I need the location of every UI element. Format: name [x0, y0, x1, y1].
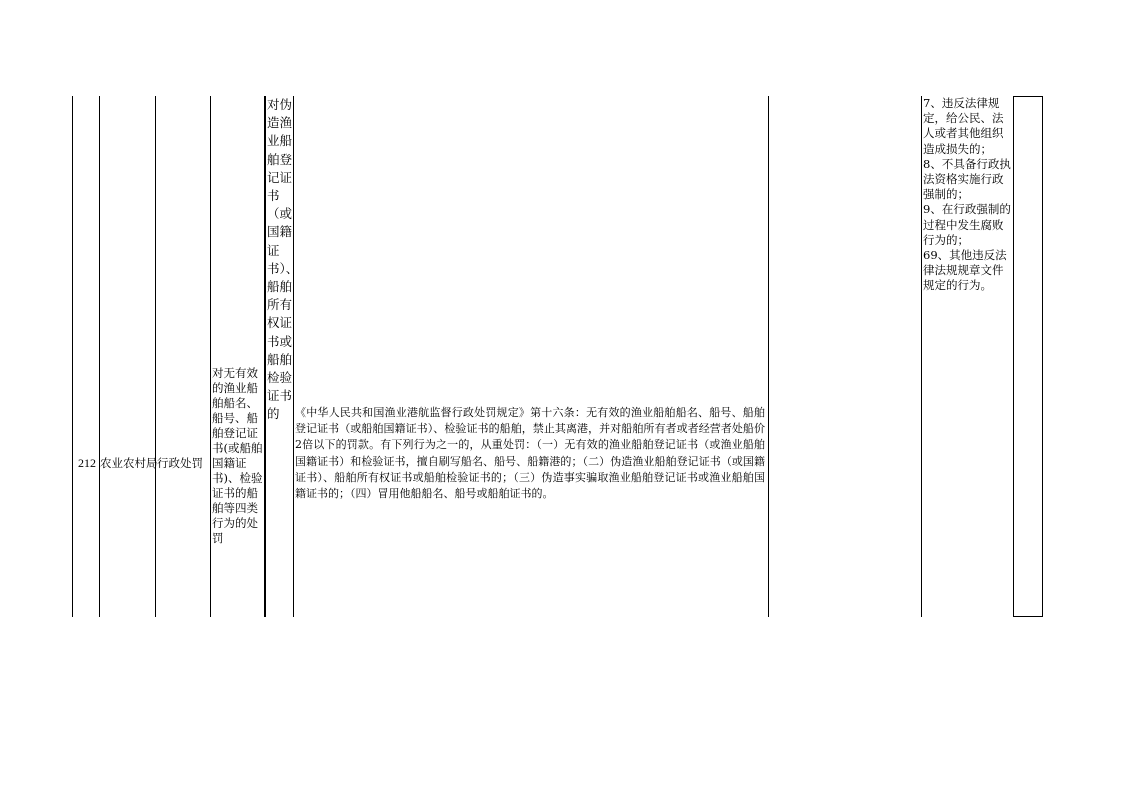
column-border [155, 96, 156, 617]
cell-border [1013, 96, 1043, 97]
cell-border [1013, 616, 1043, 617]
legal-basis-cell: 《中华人民共和国渔业港航监督行政处罚规定》第十六条：无有效的渔业船舶船名、船号、船舶登记证书（或船舶国籍证书）、检验证书的船舶，禁止其离港，并对船舶所有者或者经营者处船价2倍以下的罚款。有下列行为之一的，从重处罚：（一）无有效的渔业船舶登记证书（或渔业船舶国籍证书）和检验证书，擅自刷写船名、船号、船籍港的；（二）伪造渔业船舶登记证书（或国籍证书）、船舶所有权证书或船舶检验证书的；（三）伪造事实骗取渔业船舶登记证书或渔业船舶国籍证书的；（四）冒用他船船名、船号或船舶证书的。 [295, 406, 765, 501]
column-border [921, 96, 922, 617]
item-name-cell: 对无有效的渔业船舶船名、船号、船舶登记证书(或船舶国籍证书)、检验证书的船舶等四类行为的处罚 [212, 366, 263, 545]
responsibility-line: 69、其他违反法律法规规章文件规定的行为。 [923, 248, 1007, 293]
column-border [1042, 96, 1043, 617]
department-cell: 农业农村局 [100, 456, 158, 470]
column-border [99, 96, 100, 617]
column-border [293, 96, 294, 617]
responsibility-line: 8、不具备行政执法资格实施行政强制的； [923, 156, 1011, 202]
sub-item-cell: 对伪造渔业船舶登记证书（或国籍证书）、船舶所有权证书或船舶检验证书的 [267, 97, 299, 422]
responsibility-line: 7、违反法律规定，给公民、法人或者其他组织造成损失的； [923, 96, 1004, 156]
row-number: 212 [78, 456, 96, 470]
responsibility-line: 9、在行政强制的过程中发生腐败行为的； [923, 202, 1011, 247]
column-border [768, 96, 769, 617]
responsibility-cell [923, 96, 1013, 294]
column-border [72, 96, 73, 617]
column-border [1013, 96, 1014, 617]
punishment-type-cell: 行政处罚 [157, 456, 203, 470]
column-border [210, 96, 211, 617]
